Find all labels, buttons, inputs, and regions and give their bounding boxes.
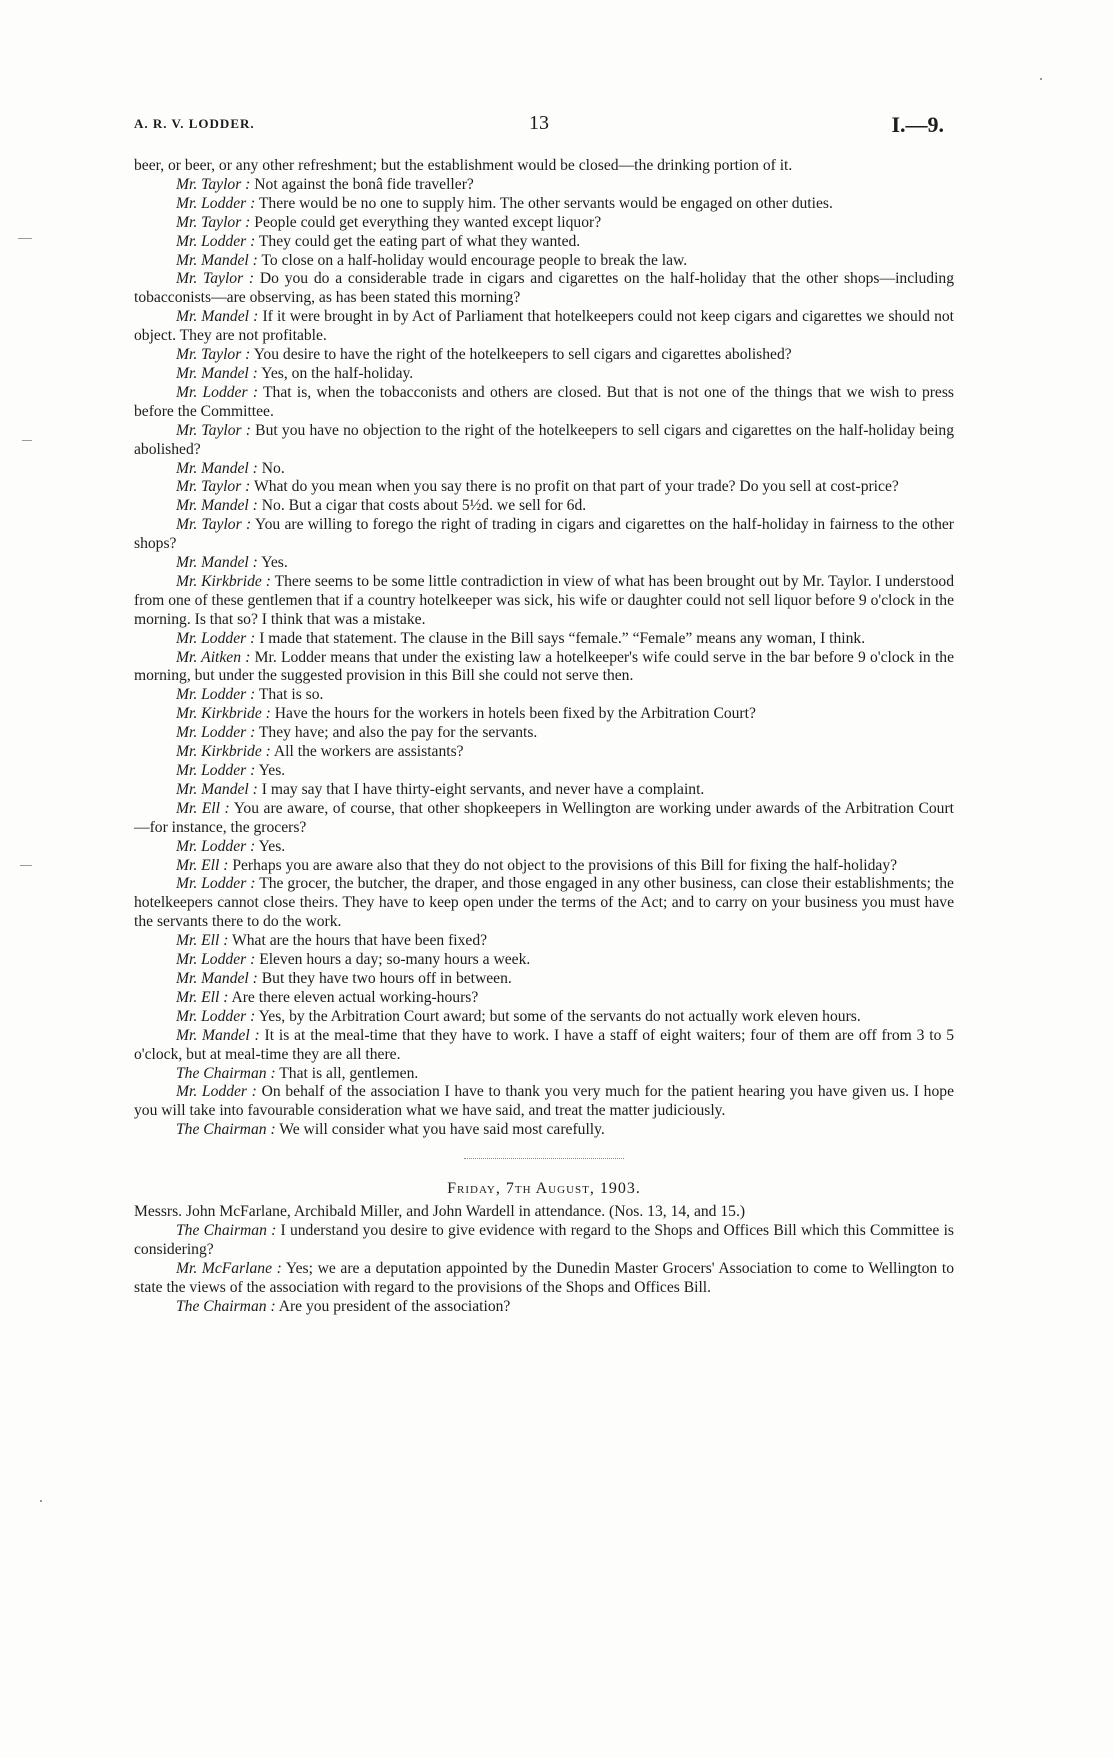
testimony-paragraph [134,932,954,951]
testimony-paragraph [134,573,954,630]
paragraph-text: But you have no objection to the right of the hotelkeepers to sell cigars and cigarettes on the half-holiday being abolished? [134,421,955,458]
speaker-name: Mr. Lodder : [176,629,256,647]
paragraph-text: Eleven hours a day; so-many hours a week. [259,951,531,969]
speaker-name: Mr. Lodder : [176,875,256,893]
paragraph-text: The grocer, the butcher, the draper, and those engaged in any other business, can close their establishments; the hotelkeepers cannot close theirs. They have to keep open under the terms of the Act; and to carry on your business you must have the servants there to do the work. [134,875,954,931]
paragraph-text: It is at the meal-time that they have to work. I have a staff of eight waiters; four of them are off from 3 to 5 o'clock, but at meal-time they are all there. [134,1026,954,1063]
speaker-name: Mr. Lodder : [176,837,256,855]
paragraph-text: Yes. [258,837,286,855]
testimony-paragraph [134,838,954,857]
testimony-paragraph [134,705,954,724]
attendance-note: Messrs. John McFarlane, Archibald Miller, and John Wardell in attendance. (Nos. 13, 14, and 15.) [134,1203,746,1221]
paragraph-text: I may say that I have thirty-eight servants, and never have a complaint. [261,780,705,798]
testimony-paragraph [134,989,954,1008]
paragraph-text: You are aware, of course, that other shopkeepers in Wellington are working under awards of the Arbitration Court—for instance, the grocers? [134,799,954,836]
speaker-name: Mr. Lodder : [176,951,256,969]
testimony-paragraph [134,214,954,233]
paragraph-text: I understand you desire to give evidence with regard to the Shops and Offices Bill which this Committee is considering? [134,1221,954,1258]
speaker-name: Mr. Lodder : [176,194,256,212]
speaker-name: Mr. Lodder : [176,383,259,401]
speaker-name: Mr. Kirkbride : [176,743,271,761]
paragraph-text: But they have two hours off in between. [261,969,512,987]
paragraph-text: beer, or beer, or any other refreshment; but the establishment would be closed—the drinking portion of it. [134,157,793,174]
speaker-name: Mr. Mandel : [176,364,258,382]
speaker-name: Mr. Mandel : [176,308,259,326]
speaker-name: Mr. McFarlane : [176,1259,282,1277]
speaker-name: Mr. Mandel : [176,969,258,987]
paragraph-text: Perhaps you are aware also that they do not object to the provisions of this Bill for fixing the half-holiday? [232,856,898,874]
speaker-name: Mr. Lodder : [176,686,256,704]
document-reference: I.—9. [891,112,944,137]
margin-mark [20,865,32,866]
paragraph-text: I made that statement. The clause in the Bill says “female.” “Female” means any woman, I think. [259,629,866,647]
testimony-paragraph [134,951,954,970]
paragraph-text: What are the hours that have been fixed? [232,932,488,950]
testimony-paragraph [134,1222,954,1260]
paragraph-text: They have; and also the pay for the servants. [258,724,538,742]
speaker-name: Mr. Lodder : [176,724,256,742]
testimony-paragraph [134,422,954,460]
speaker-name: Mr. Taylor : [176,421,251,439]
speaker-name: Mr. Ell : [176,799,230,817]
speaker-name: The Chairman : [176,1221,277,1239]
speaker-name: Mr. Ell : [176,856,229,874]
speaker-name: Mr. Taylor : [176,346,251,364]
paragraph-text: Yes. [261,554,288,572]
testimony-paragraph [134,497,954,516]
paragraph-text: No. But a cigar that costs about 5½d. we sell for 6d. [261,497,587,515]
speaker-name: Mr. Taylor : [176,175,251,193]
paragraph-text: Mr. Lodder means that under the existing law a hotelkeeper's wife could serve in the bar before 9 o'clock in the morning, but under the suggested provision in this Bill she could not serve then. [134,648,955,685]
testimony-paragraph [134,516,954,554]
testimony-paragraph [134,781,954,800]
paragraph-text: On behalf of the association I have to thank you very much for the patient hearing you have given us. I hope you will take into favourable consideration what we have said, and treat the matter judiciously. [134,1083,954,1120]
paragraph-text: No. [261,459,285,477]
testimony-paragraph [134,346,954,365]
paragraph-text: You are willing to forego the right of trading in cigars and cigarettes on the half-holiday in fairness to the other shops? [134,516,954,553]
speaker-name: The Chairman : [176,1297,276,1315]
testimony-paragraph [134,1298,954,1317]
paragraph-text: Yes. [258,762,286,779]
paragraph-text: Yes, by the Arbitration Court award; but some of the servants do not actually work eleven hours. [258,1007,861,1025]
margin-dot [1040,78,1042,80]
testimony-paragraph [134,233,954,252]
paragraph-text: We will consider what you have said most carefully. [279,1121,605,1139]
speaker-name: Mr. Taylor : [176,270,255,288]
testimony-paragraph [134,460,954,479]
testimony-paragraph [134,1260,954,1298]
paragraph-text: You desire to have the right of the hotelkeepers to sell cigars and cigarettes abolished? [253,346,792,364]
testimony-paragraph [134,724,954,743]
paragraph-text: That is so. [258,686,324,704]
paragraph-text: They could get the eating part of what they wanted. [258,232,581,250]
testimony-paragraph [134,554,954,573]
speaker-name: Mr. Mandel : [176,1026,260,1044]
testimony-paragraph [134,1027,954,1065]
testimony-paragraph [134,1008,954,1027]
margin-mark [22,440,32,441]
testimony-paragraph [134,1083,954,1121]
speaker-name: Mr. Ell : [176,932,229,950]
paragraph-text: What do you mean when you say there is no profit on that part of your trade? Do you sell at cost-price? [254,478,899,496]
paragraph-text: All the workers are assistants? [273,743,464,761]
testimony-paragraph [134,630,954,649]
testimony-paragraph [134,1065,954,1084]
speaker-name: Mr. Ell : [176,988,229,1006]
section-divider [464,1158,624,1160]
running-head [134,112,944,136]
paragraph-text: Have the hours for the workers in hotels been fixed by the Arbitration Court? [274,705,756,723]
testimony-paragraph [134,176,954,195]
testimony-paragraph [134,800,954,838]
speaker-name: Mr. Taylor : [176,516,252,534]
testimony-paragraph [134,195,954,214]
testimony-paragraph [134,365,954,384]
page-number: 13 [529,112,549,134]
speaker-name: Mr. Mandel : [176,251,258,269]
testimony-paragraph [134,384,954,422]
speaker-name: Mr. Kirkbride : [176,705,271,723]
paragraph-text: Yes; we are a deputation appointed by the Dunedin Master Grocers' Association to come to Wellington to state the views of the association with regard to the provisions of the Shops and Offices Bill. [134,1259,954,1296]
testimony-paragraph [134,308,954,346]
paragraph-text: Are you president of the association? [278,1297,511,1315]
running-head-left: A. R. V. LODDER. [134,116,255,131]
testimony-paragraph [134,686,954,705]
speaker-name: Mr. Mandel : [176,780,258,798]
testimony-paragraph [134,157,954,176]
paragraph-text: People could get everything they wanted except liquor? [254,213,602,231]
paragraph-text: If it were brought in by Act of Parliament that hotelkeepers could not keep cigars and cigarettes we should not object. They are not profitable. [134,308,954,345]
speaker-name: Mr. Mandel : [176,459,258,477]
speaker-name: Mr. Kirkbride : [176,572,271,590]
speaker-name: The Chairman : [176,1121,276,1139]
testimony-paragraph [134,875,954,932]
testimony-paragraph [134,1121,954,1140]
paragraph-text: That is all, gentlemen. [279,1064,419,1082]
paragraph-text: Not against the bonâ fide traveller? [254,175,474,193]
paragraph-text: There seems to be some little contradiction in view of what has been brought out by Mr. Taylor. I understood from one of these gentlemen that if a country hotelkeeper was sick, his wife or daughter could not sell liquor before 9 o'clock in the morning. Is that so? I think that was a mistake. [134,572,955,628]
testimony-paragraph [134,478,954,497]
margin-mark [18,238,32,239]
margin-dot [40,1500,42,1502]
speaker-name: Mr. Lodder : [176,762,256,779]
testimony-paragraph [134,970,954,989]
speaker-name: Mr. Taylor : [176,478,251,496]
paragraph-text: Yes, on the half-holiday. [261,364,414,382]
testimony-paragraph [134,743,954,762]
speaker-name: Mr. Mandel : [176,497,258,515]
speaker-name: Mr. Aitken : [176,648,251,666]
speaker-name: Mr. Taylor : [176,213,251,231]
document-body [134,157,954,1316]
testimony-paragraph [134,649,954,687]
testimony-paragraph [134,762,954,781]
paragraph-text: There would be no one to supply him. The other servants would be engaged on other duties. [258,194,833,212]
speaker-name: Mr. Mandel : [176,554,258,572]
paragraph-text: Do you do a considerable trade in cigars and cigarettes on the half-holiday that the other shops—including tobacconists—are observing, as has been stated this morning? [134,270,954,307]
speaker-name: Mr. Lodder : [176,1083,257,1101]
session-date-heading: Friday, 7th August, 1903. [447,1180,641,1198]
speaker-name: Mr. Lodder : [176,232,256,250]
testimony-paragraph [134,857,954,876]
paragraph-text: That is, when the tobacconists and others are closed. But that is not one of the things that we wish to press before the Committee. [134,383,954,420]
speaker-name: The Chairman : [176,1064,276,1082]
testimony-paragraph [134,270,954,308]
speaker-name: Mr. Lodder : [176,1007,256,1025]
paragraph-text: Are there eleven actual working-hours? [231,988,479,1006]
testimony-paragraph [134,252,954,271]
paragraph-text: To close on a half-holiday would encourage people to break the law. [261,251,688,269]
